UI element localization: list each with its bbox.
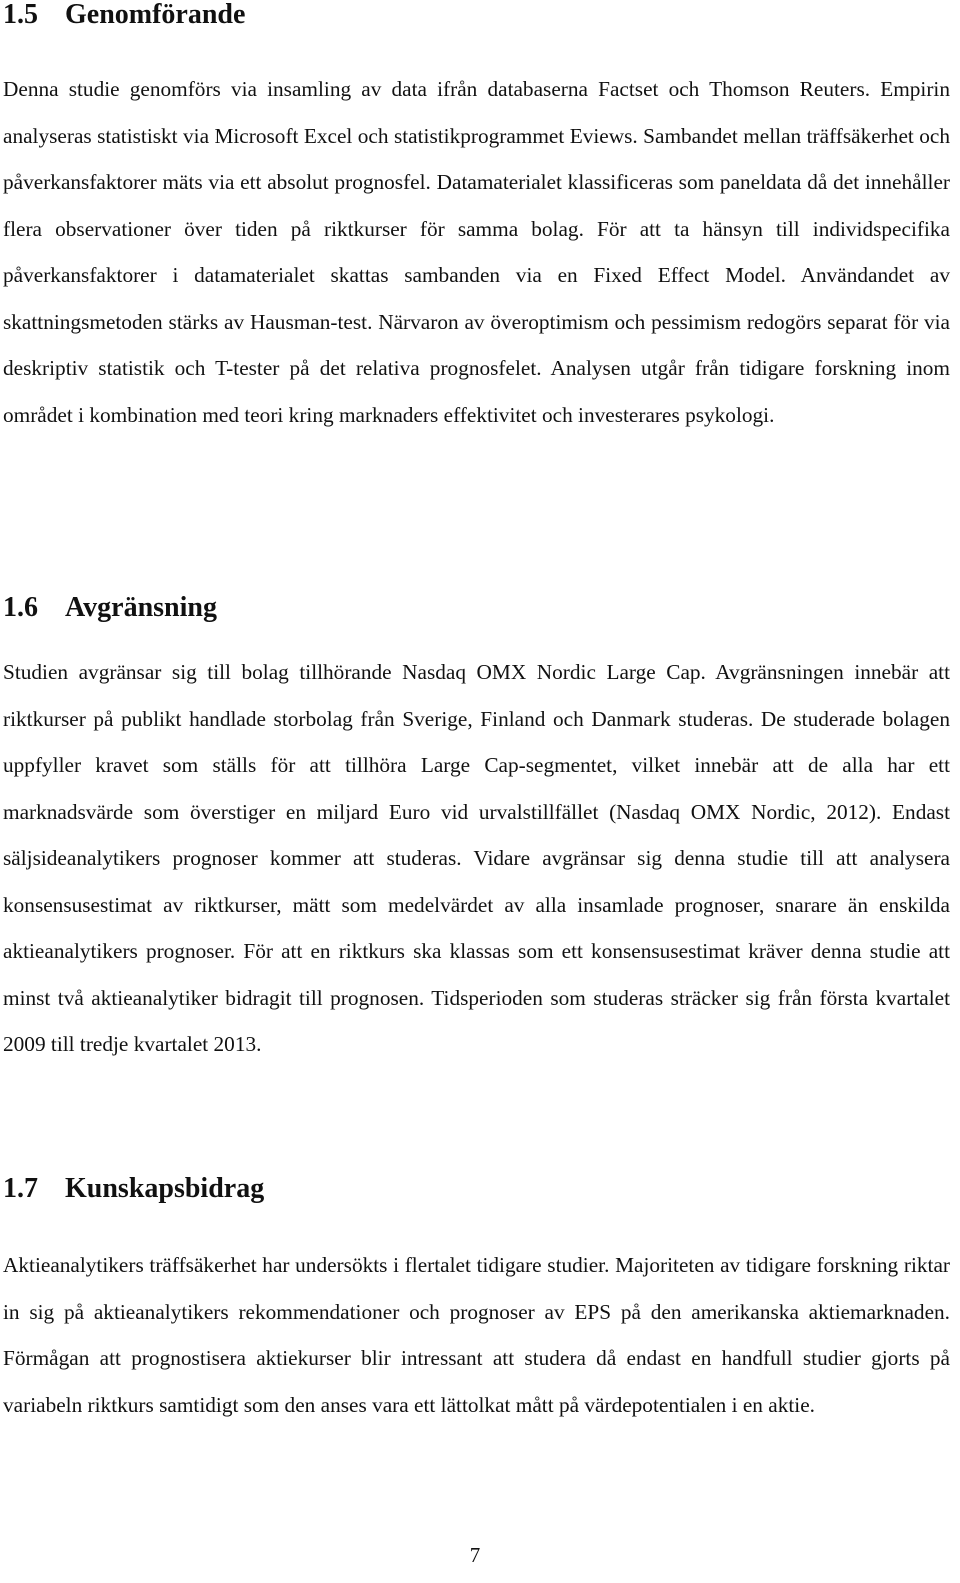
page-number: 7 [469,1543,481,1567]
section-number: 1.6 [3,592,38,623]
section-number: 1.7 [3,1173,38,1204]
section-title: Avgränsning [65,592,217,623]
paragraph-kunskapsbidrag: Aktieanalytikers träffsäkerhet har undersökts i flertalet tidigare studier. Majoriteten av tidigare forskning riktar in sig på aktieanalytikers rekommendationer och prognoser av EPS på den amerikanska aktiemarknaden. Förmågan att prognostisera aktiekurser blir intressant att studera då endast en handfull studier gjorts på variabeln riktkurs samtidigt som den anses vara ett lättolkat mått på värdepotentialen i en aktie. [3,1253,950,1417]
section-heading-kunskapsbidrag [3,1174,264,1204]
paragraph-avgransning: Studien avgränsar sig till bolag tillhörande Nasdaq OMX Nordic Large Cap. Avgränsningen innebär att riktkurser på publikt handlade storbolag från Sverige, Finland och Danmark studeras. De studerade bolagen uppfyller kravet som ställs för att tillhöra Large Cap-segmentet, vilket innebär att de alla har ett marknadsvärde som överstiger en miljard Euro vid urvalstillfället (Nasdaq OMX Nordic, 2012). Endast säljsideanalytikers prognoser kommer att studeras. Vidare avgränsar sig denna studie till att analysera konsensusestimat av riktkurser, mätt som medelvärdet av alla insamlade prognoser, snarare än enskilda aktieanalytikers prognoser. För att en riktkurs ska klassas som ett konsensusestimat kräver denna studie att minst två aktieanalytiker bidragit till prognosen. Tidsperioden som studeras sträcker sig från första kvartalet 2009 till tredje kvartalet 2013. [3,660,950,1056]
section-heading-avgransning [3,593,217,623]
section-title: Genomförande [65,0,246,30]
section-title: Kunskapsbidrag [65,1173,265,1204]
section-number: 1.5 [3,0,38,30]
section-heading-genomforande [3,0,245,30]
paragraph-genomforande: Denna studie genomförs via insamling av data ifrån databaserna Factset och Thomson Reuters. Empirin analyseras statistiskt via Microsoft Excel och statistikprogrammet Eviews. Sambandet mellan träffsäkerhet och påverkansfaktorer mäts via ett absolut prognosfel. Datamaterialet klassificeras som paneldata då det innehåller flera observationer över tiden på riktkurser för samma bolag. För att ta hänsyn till individspecifika påverkansfaktorer i datamaterialet skattas sambanden via en Fixed Effect Model. Användandet av skattningsmetoden stärks av Hausman-test. Närvaron av överoptimism och pessimism redogörs separat för via deskriptiv statistik och T-tester på det relativa prognosfelet. Analysen utgår från tidigare forskning inom området i kombination med teori kring marknaders effektivitet och investerares psykologi. [3,77,950,427]
